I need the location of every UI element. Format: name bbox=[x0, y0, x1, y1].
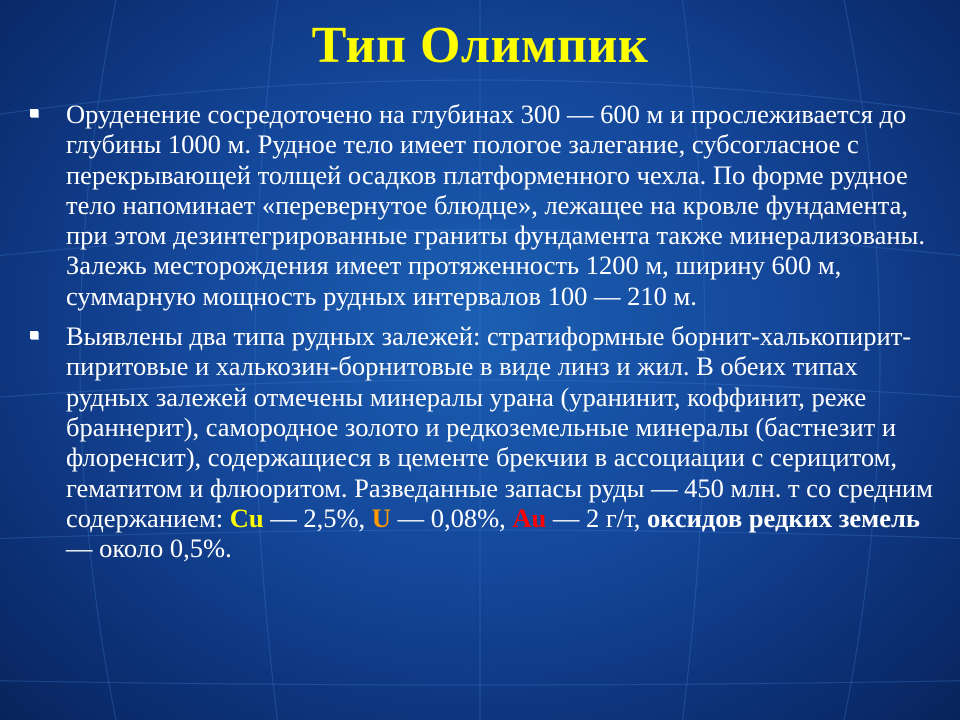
element-au-label: Au bbox=[512, 502, 547, 533]
rare-earth-oxides-label: оксидов редких земель bbox=[646, 502, 920, 533]
rare-earth-oxides-value: — около 0,5%. bbox=[66, 533, 232, 564]
bullet-item-ore-types bbox=[28, 321, 940, 563]
element-u-label: U bbox=[371, 502, 391, 533]
element-cu-value: — 2,5%, bbox=[263, 502, 372, 533]
element-cu-label: Cu bbox=[229, 502, 264, 533]
element-au-value: — 2 г/т, bbox=[546, 502, 647, 533]
bullet-text: Выявлены два типа рудных залежей: стратиформные борнит-халькопирит-пиритовые и халькозин-борнитовые в виде линз и жил. В обеих типах рудных залежей отмечены минералы урана (уранинит, коффинит, реже браннерит), самородное золото и редкоземельные минералы (бастнезит и флоренсит), содержащиеся в цементе брекчии в ассоциации с серицитом, гематитом и флюоритом. Разведанные запасы руды — 450 млн. т со средним содержанием: bbox=[66, 321, 933, 533]
bullet-item-deposit-geometry bbox=[28, 99, 940, 311]
bullet-text: Оруденение сосредоточено на глубинах 300 — 600 м и прослеживается до глубины 1000 м. Рудное тело имеет пологое залегание, субсогласное с перекрывающей толщей осадков платформенного чехла. По форме рудное тело напоминает «перевернутое блюдце», лежащее на кровле фундамента, при этом дезинтегрированные граниты фундамента также минерализованы. Залежь месторождения имеет протяженность 1200 м, ширину 600 м, суммарную мощность рудных интервалов 100 — 210 м. bbox=[66, 99, 925, 311]
square-bullet-icon bbox=[30, 331, 38, 339]
square-bullet-icon bbox=[30, 109, 38, 117]
bullet-list bbox=[28, 99, 940, 573]
element-u-value: — 0,08%, bbox=[390, 502, 513, 533]
slide-title: Тип Олимпик bbox=[311, 17, 649, 74]
